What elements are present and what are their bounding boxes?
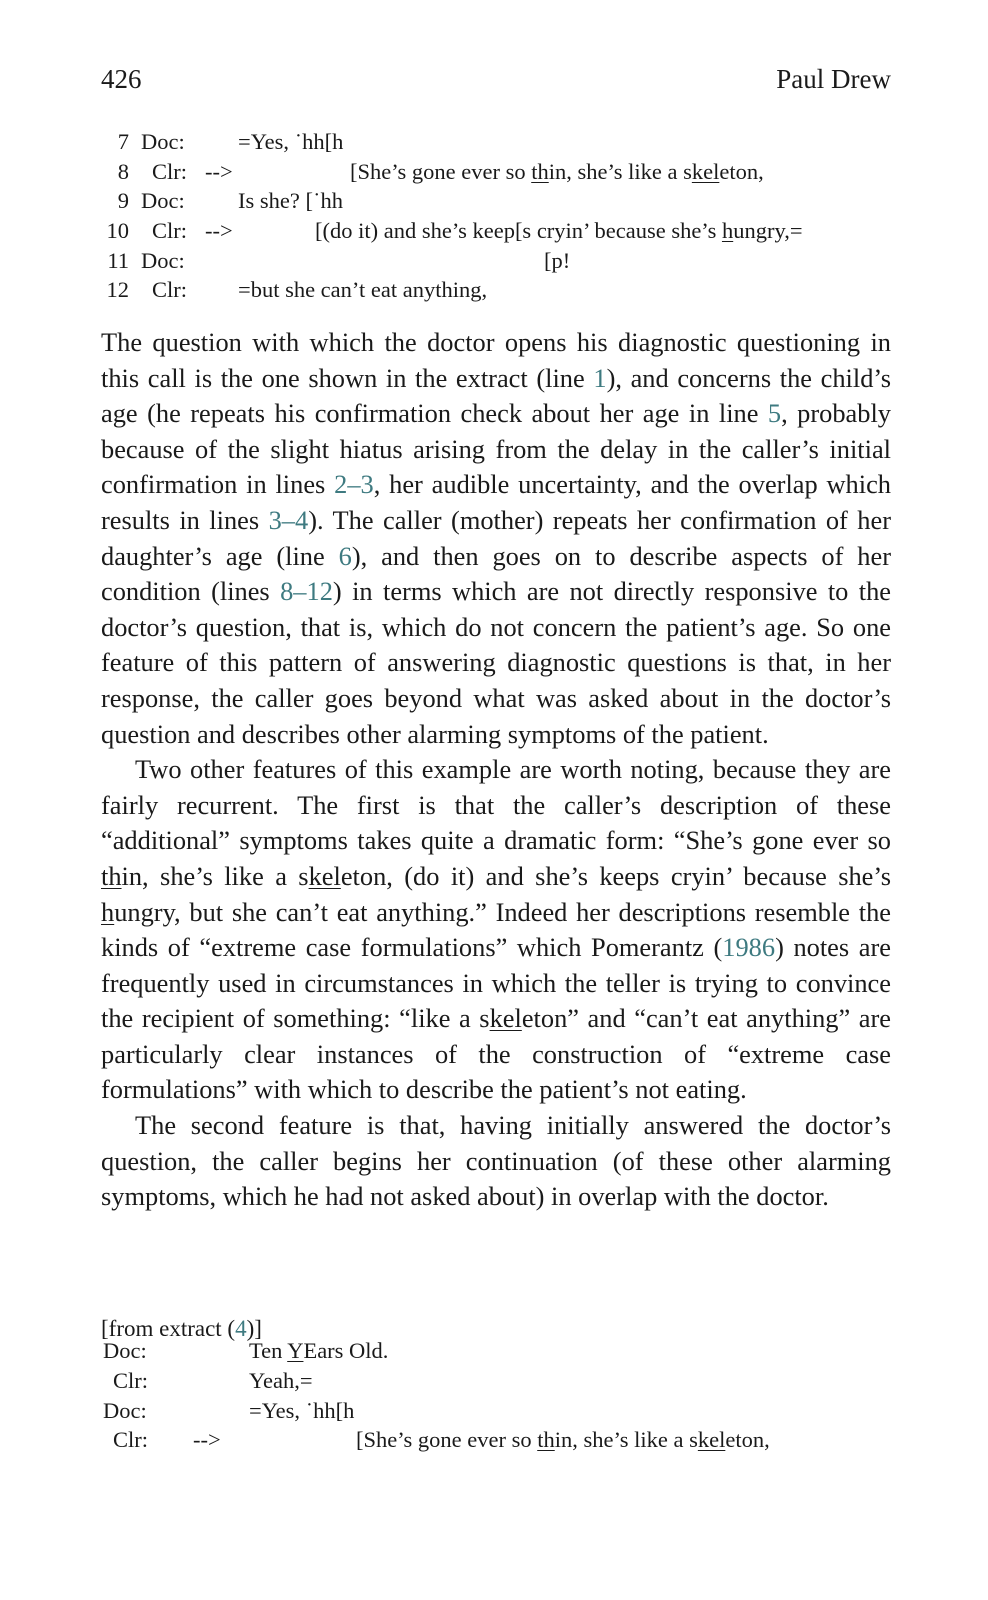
line-reference-link[interactable]: 1 <box>593 362 607 393</box>
line-number: 8 <box>117 159 129 184</box>
speaker-label: Clr: <box>152 159 188 184</box>
line-reference-link[interactable]: 6 <box>338 540 352 571</box>
running-head: Paul Drew <box>776 64 891 94</box>
utterance: =but she can’t eat anything, <box>238 277 488 302</box>
transcript-line <box>101 246 891 276</box>
transcript-line <box>101 127 891 157</box>
speaker-label: Clr: <box>113 1368 149 1393</box>
page-header <box>101 64 891 100</box>
utterance: [p! <box>544 248 571 273</box>
speaker-label: Doc: <box>141 129 185 154</box>
line-reference-link[interactable]: 5 <box>767 398 782 429</box>
citation-link[interactable]: 1986 <box>722 932 776 963</box>
speaker-label: Doc: <box>103 1338 147 1363</box>
transcript-line <box>101 1425 891 1455</box>
transcript-line <box>101 275 891 305</box>
arrow-marker: --> <box>205 218 233 243</box>
line-number: 11 <box>107 248 129 273</box>
utterance: Ten YEars Old. <box>249 1338 389 1363</box>
line-reference-link[interactable]: 8–12 <box>280 576 333 607</box>
speaker-label: Doc: <box>103 1398 147 1423</box>
utterance: [She’s gone ever so thin, she’s like a skeleton, <box>350 159 764 184</box>
paragraph: The second feature is that, having initially answered the doctor’s question, the caller begins her continuation (of these other alarming symptoms, which he had not asked about) in overlap with the doctor. <box>101 1110 891 1212</box>
line-reference-link[interactable]: 2–3 <box>334 469 374 500</box>
extract-reference-link[interactable]: 4 <box>235 1316 247 1341</box>
arrow-marker: --> <box>193 1427 221 1452</box>
transcript-line <box>101 157 891 187</box>
transcript-line <box>101 186 891 216</box>
line-reference-link[interactable]: 3–4 <box>268 504 309 535</box>
extract-caption: [from extract (4)] <box>101 1316 262 1341</box>
utterance: =Yes, ˙hh[h <box>249 1398 355 1423</box>
speaker-label: Clr: <box>152 218 188 243</box>
utterance: Yeah,= <box>249 1368 313 1393</box>
transcript-line <box>101 1366 891 1396</box>
speaker-label: Doc: <box>141 188 185 213</box>
utterance: Is she? [˙hh <box>238 188 343 213</box>
body-text <box>101 325 891 1215</box>
paragraph: The question with which the doctor opens his diagnostic questioning in this call is the one shown in the extract (line 1), and concerns the child’s age (he repeats his confirmation check about her age in line 5, probably because of the slight hiatus arising from the delay in the caller’s initial confirmation in lines 2–3, her audible uncertainty, and the overlap which results in lines 3–4). The caller (mother) repeats her confirmation of her daughter’s age (line 6), and then goes on to describe aspects of her condition (lines 8–12) in terms which are not directly responsive to the doctor’s question, that is, which do not concern the patient’s age. So one feature of this pattern of answering diagnostic questions is that, in her response, the caller goes beyond what was asked about in the doctor’s question and describes other alarming symptoms of the patient. <box>101 327 892 749</box>
utterance: [She’s gone ever so thin, she’s like a skeleton, <box>356 1427 770 1452</box>
utterance: [(do it) and she’s keep[s cryin’ because she’s hungry,= <box>315 218 803 243</box>
transcript-line <box>101 216 891 246</box>
speaker-label: Clr: <box>113 1427 149 1452</box>
line-number: 9 <box>117 188 129 213</box>
line-number: 7 <box>117 129 129 154</box>
arrow-marker: --> <box>205 159 233 184</box>
line-number: 12 <box>106 277 129 302</box>
speaker-label: Clr: <box>152 277 188 302</box>
line-number: 10 <box>106 218 129 243</box>
transcript-line <box>101 1336 891 1366</box>
paragraph: Two other features of this example are worth noting, because they are fairly recurrent. The first is that the caller’s description of these “additional” symptoms takes quite a dramatic form: “She’s gone ever so thin, she’s like a skeleton, (do it) and she’s keeps cryin’ because she’s hungry, but she can’t eat anything.” Indeed her descriptions resemble the kinds of “extreme case formulations” which Pomerantz (1986) notes are frequently used in circumstances in which the teller is trying to convince the recipient of something: “like a skeleton” and “can’t eat anything” are particularly clear instances of the construction of “extreme case formulations” with which to describe the patient’s not eating. <box>101 754 891 1105</box>
page-number: 426 <box>101 64 142 94</box>
utterance: =Yes, ˙hh[h <box>238 129 344 154</box>
speaker-label: Doc: <box>141 248 185 273</box>
transcript-line <box>101 1396 891 1426</box>
